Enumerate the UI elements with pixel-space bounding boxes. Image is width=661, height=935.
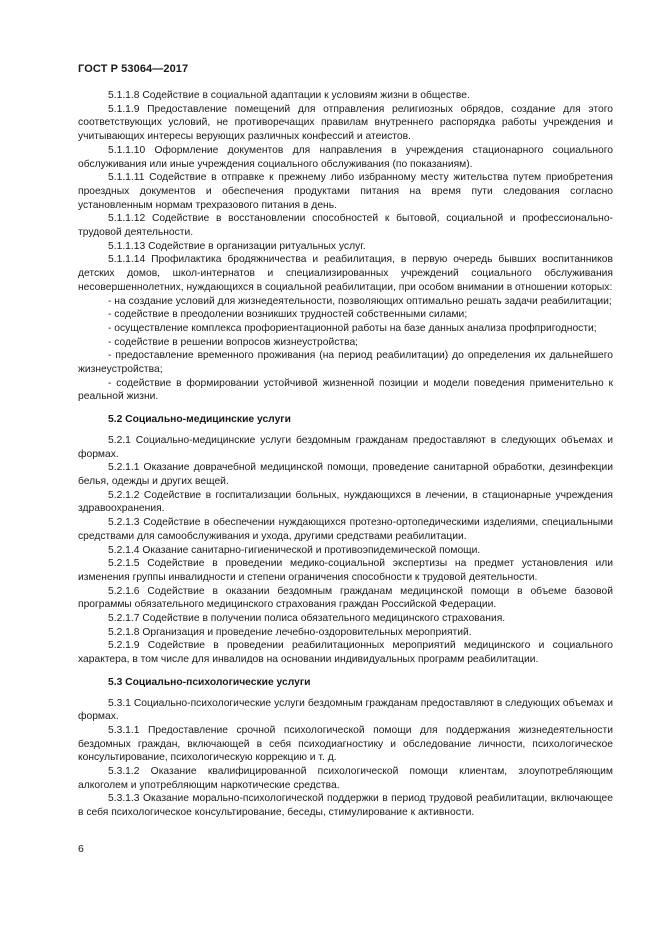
paragraph: 5.2.1 Социально-медицинские услуги бездомным гражданам предоставляют в следующих объемах и формах.	[78, 434, 613, 460]
section-heading-5-2: 5.2 Социально-медицинские услуги	[108, 414, 291, 426]
section-5-3	[78, 697, 613, 820]
paragraph: 5.1.1.13 Содействие в организации ритуальных услуг.	[108, 240, 366, 252]
section-heading-5-3: 5.3 Социально-психологические услуги	[108, 676, 311, 688]
paragraph: 5.1.1.8 Содействие в социальной адаптации к условиям жизни в обществе.	[108, 90, 470, 101]
paragraph: 5.2.1.5 Содействие в проведении медико-социальной экспертизы на предмет установления или изменения группы инвалидности и степени ограничения способности к трудовой деятельности.	[78, 558, 613, 583]
list-item: - содействие в формировании устойчивой жизненной позиции и модели поведения применительно к реальной жизни.	[78, 377, 613, 403]
section-5-2	[78, 434, 613, 667]
paragraph: 5.3.1 Социально-психологические услуги бездомным гражданам предоставляют в следующих объемах и формах.	[78, 697, 613, 723]
paragraph: 5.1.1.9 Предоставление помещений для отправления религиозных обрядов, создание для этого соответствующих условий, не противоречащих правилам внутреннего распорядка работы учреждения и учитывающих интересы верующих различных конфессий и атеистов.	[78, 103, 613, 143]
paragraph: 5.2.1.8 Организация и проведение лечебно-оздоровительных мероприятий.	[108, 626, 472, 638]
page-number: 6	[78, 843, 84, 855]
list-item: - содействие в решении вопросов жизнеустройства;	[108, 336, 359, 348]
paragraph: 5.3.1.1 Предоставление срочной психологической помощи для поддержания жизнедеятельности бездомных граждан, включающей в себя психодиагностику и обследование личности, психологическое консультирование, психологическую коррекцию и т. д.	[78, 724, 613, 764]
paragraph: 5.2.1.2 Содействие в госпитализации больных, нуждающихся в лечении, в стационарные учреждения здравоохранения.	[78, 489, 613, 515]
paragraph: 5.2.1.7 Содействие в получении полиса обязательного медицинского страхования.	[108, 613, 506, 625]
list-item: - на создание условий для жизнедеятельности, позволяющих оптимально решать задачи реабилитации;	[108, 295, 612, 307]
paragraph: 5.2.1.3 Содействие в обеспечении нуждающихся протезно-ортопедическими изделиями, специальными средствами для самообслуживания и ухода, другими средствами реабилитации.	[78, 517, 613, 542]
list-item: - осуществление комплекса профориентационной работы на базе данных анализа профпригодности;	[108, 322, 597, 334]
document-header: ГОСТ Р 53064—2017	[78, 63, 189, 75]
paragraph: 5.2.1.4 Оказание санитарно-гигиенической и противоэпидемической помощи.	[108, 544, 481, 556]
paragraph: 5.2.1.6 Содействие в оказании бездомным гражданам медицинской помощи в объеме базовой программы обязательного медицинского страхования граждан Российской Федерации.	[78, 585, 613, 611]
paragraph: 5.1.1.10 Оформление документов для направления в учреждения стационарного социального обслуживания или иные учреждения социального обслуживания (по показаниям).	[78, 144, 613, 170]
list-item: - содействие в преодолении возникших трудностей собственными силами;	[108, 309, 468, 321]
paragraph: 5.1.1.12 Содействие в восстановлении способностей к бытовой, социальной и профессионально-трудовой деятельности.	[78, 213, 613, 239]
paragraph: 5.3.1.2 Оказание квалифицированной психологической помощи клиентам, злоупотребляющим алкоголем и употребляющим наркотические средства.	[78, 766, 613, 791]
section-5-1-tail	[78, 89, 613, 404]
paragraph: 5.1.1.11 Содействие в отправке к прежнему либо избранному месту жительства путем приобретения проездных документов и обеспечения продуктами питания на время пути следования согласно установленным нормам трехразового питания в день.	[78, 172, 613, 211]
paragraph: 5.1.1.14 Профилактика бродяжничества и реабилитация, в первую очередь бывших воспитанников детских домов, школ-интернатов и специализированных учреждений социального обслуживания несовершеннолетних, нуждающихся в социальной реабилитации, при особом внимании в отношении которых:	[78, 254, 613, 293]
list-item: - предоставление временного проживания (на период реабилитации) до определения их дальнейшего жизнеустройства;	[78, 350, 613, 376]
paragraph: 5.3.1.3 Оказание морально-психологической поддержки в период трудовой реабилитации, включающее в себя психологическое консультирование, беседы, стимулирование к активности.	[78, 793, 613, 819]
paragraph: 5.2.1.9 Содействие в проведении реабилитационных мероприятий медицинского и социального характера, в том числе для инвалидов на основании индивидуальных программ реабилитации.	[78, 640, 613, 666]
paragraph: 5.2.1.1 Оказание доврачебной медицинской помощи, проведение санитарной обработки, дезинфекции белья, одежды и других вещей.	[78, 462, 613, 487]
document-body	[78, 89, 613, 820]
